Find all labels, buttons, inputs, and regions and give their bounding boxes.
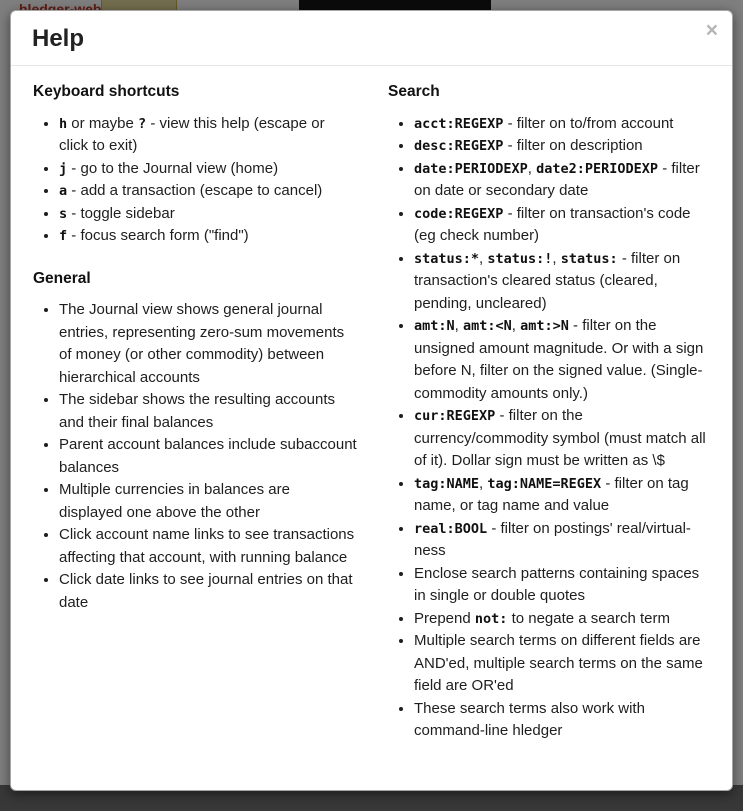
list-item: • Multiple currencies in balances are displayed one above the other bbox=[59, 479, 357, 524]
list-item: • Multiple search terms on different fields are AND'ed, multiple search terms on the same field are OR'ed bbox=[414, 630, 712, 698]
list-item: • The Journal view shows general journal entries, representing zero-sum movements of money (or other commodity) between hierarchical accounts bbox=[59, 299, 357, 389]
list-item: • Parent account balances include subaccount balances bbox=[59, 434, 357, 479]
list-item: • status:*, status:!, status: - filter on transaction's cleared status (cleared, pending, uncleared) bbox=[414, 248, 712, 316]
section-heading-keyboard-shortcuts: Keyboard shortcuts bbox=[33, 83, 180, 100]
code-token: status: bbox=[560, 250, 618, 267]
list-item: • code:REGEXP - filter on transaction's code (eg check number) bbox=[414, 203, 712, 248]
code-token: status:! bbox=[487, 250, 553, 267]
modal-header bbox=[11, 11, 732, 66]
code-token: j bbox=[59, 160, 68, 177]
help-modal bbox=[10, 10, 733, 791]
section-heading-general: General bbox=[33, 269, 91, 287]
close-icon[interactable]: × bbox=[705, 19, 718, 42]
list-item: • s - toggle sidebar bbox=[59, 203, 357, 226]
right-column bbox=[387, 79, 712, 747]
code-token: code:REGEXP bbox=[414, 205, 504, 222]
general-list bbox=[32, 299, 357, 614]
code-token: f bbox=[59, 228, 68, 244]
code-token: amt:<N bbox=[462, 318, 512, 334]
code-token: h bbox=[59, 115, 68, 132]
code-token: a bbox=[59, 183, 68, 199]
list-item: • amt:N, amt:<N, amt:>N - filter on the unsigned amount magnitude. Or with a sign before N, filter on the signed value. (Single-commodity amounts only.) bbox=[414, 315, 712, 405]
list-item: • Click account name links to see transactions affecting that account, with running balance bbox=[59, 524, 357, 569]
list-item: • date:PERIODEXP, date2:PERIODEXP - filter on date or secondary date bbox=[414, 158, 712, 203]
list-item: • f - focus search form ("find") bbox=[59, 225, 357, 248]
code-token: status:* bbox=[414, 250, 480, 267]
list-item: • real:BOOL - filter on postings' real/virtual-ness bbox=[414, 518, 712, 563]
code-token: tag:NAME bbox=[414, 475, 480, 492]
code-token: desc:REGEXP bbox=[414, 138, 504, 154]
list-item: • cur:REGEXP - filter on the currency/commodity symbol (must match all of it). Dollar sign must be written as \$ bbox=[414, 405, 712, 473]
code-token: s bbox=[59, 205, 68, 222]
list-item: • j - go to the Journal view (home) bbox=[59, 158, 357, 181]
code-token: date:PERIODEXP bbox=[414, 160, 528, 177]
list-item: • Click date links to see journal entries on that date bbox=[59, 569, 357, 614]
code-token: date2:PERIODEXP bbox=[536, 160, 659, 177]
list-item: • Prepend not: to negate a search term bbox=[414, 608, 712, 631]
code-token: real:BOOL bbox=[414, 520, 488, 537]
left-column bbox=[32, 79, 357, 747]
list-item: • tag:NAME, tag:NAME=REGEX - filter on tag name, or tag name and value bbox=[414, 473, 712, 518]
modal-title: Help bbox=[32, 25, 85, 52]
list-item: • a - add a transaction (escape to cancel) bbox=[59, 180, 357, 203]
search-list bbox=[387, 113, 712, 743]
code-token: not: bbox=[474, 610, 508, 627]
modal-body bbox=[11, 66, 732, 763]
code-token: acct:REGEXP bbox=[414, 115, 504, 132]
keyboard-shortcuts-list bbox=[32, 113, 357, 248]
code-token: ? bbox=[138, 115, 147, 132]
list-item: • desc:REGEXP - filter on description bbox=[414, 135, 712, 158]
section-heading-search: Search bbox=[388, 83, 440, 100]
list-item: • The sidebar shows the resulting accounts and their final balances bbox=[59, 389, 357, 434]
list-item: • Enclose search patterns containing spaces in single or double quotes bbox=[414, 563, 712, 608]
code-token: amt:>N bbox=[520, 318, 569, 334]
code-token: tag:NAME=REGEX bbox=[487, 475, 602, 492]
code-token: cur:REGEXP bbox=[414, 408, 496, 424]
list-item: • These search terms also work with command-line hledger bbox=[414, 698, 712, 743]
list-item: • h or maybe ? - view this help (escape or click to exit) bbox=[59, 113, 357, 158]
list-item: • acct:REGEXP - filter on to/from account bbox=[414, 113, 712, 136]
code-token: amt:N bbox=[414, 318, 455, 334]
